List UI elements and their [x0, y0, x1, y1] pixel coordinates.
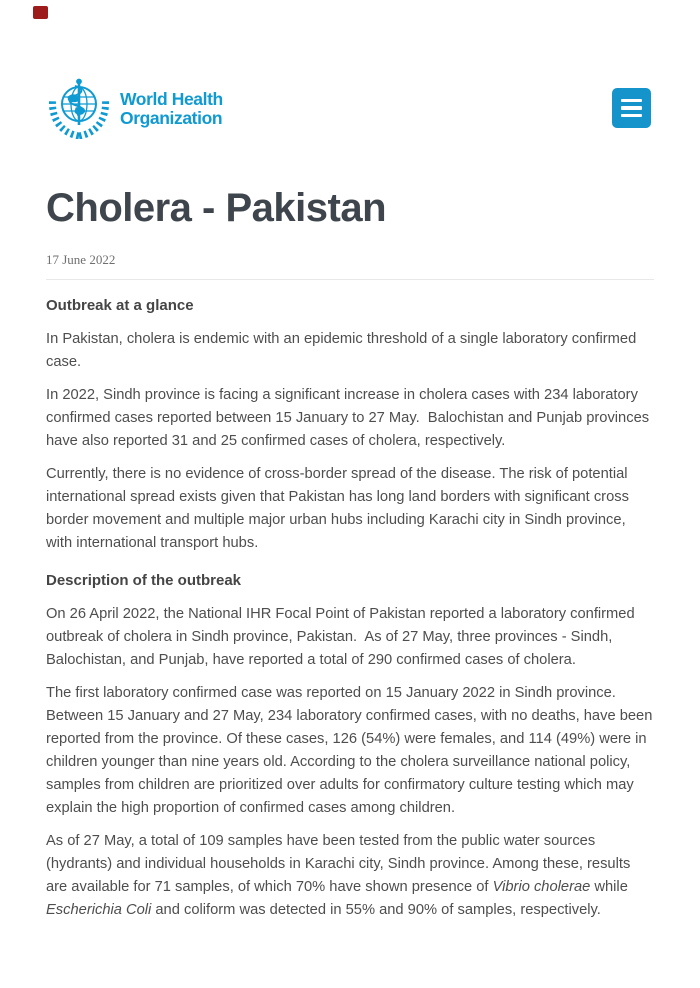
italic-text-run: Vibrio cholerae — [492, 878, 591, 895]
article-date: 17 June 2022 — [46, 251, 116, 267]
text-run: On 26 April 2022, the National IHR Focal Point of Pakistan reported a laboratory confirmed outbreak of cholera in Sindh province, Pakistan. As of 27 May, three provinces - Sindh, Balochistan, and Punjab, have reported a total of 290 confirmed cases of cholera. — [46, 605, 635, 668]
text-run: while — [590, 878, 628, 895]
who-emblem-icon — [46, 77, 112, 139]
italic-text-run: Escherichia Coli — [46, 901, 152, 918]
text-run: and coliform was detected in 55% and 90% of samples, respectively. — [151, 901, 601, 918]
article-body — [46, 296, 654, 922]
who-logo-line1: World Health — [120, 89, 223, 109]
text-run: The first laboratory confirmed case was reported on 15 January 2022 in Sindh province. Between 15 January and 27 May, 234 laboratory confirmed cases, with no deaths, have been reported from the province. Of these cases, 126 (54%) were females, and 114 (49%) were in children younger than nine years old. According to the cholera surveillance national policy, samples from children are prioritized over adults for confirmatory culture testing which may explain the high proportion of confirmed cases among children. — [46, 684, 653, 816]
paragraph — [46, 830, 654, 922]
paragraph — [46, 384, 654, 453]
divider — [46, 279, 654, 280]
who-logo-text — [120, 90, 223, 127]
text-run: In 2022, Sindh province is facing a significant increase in cholera cases with 234 laboratory confirmed cases reported between 15 January to 27 May. Balochistan and Punjab provinces have also reported 31 and 25 confirmed cases of cholera, respectively. — [46, 386, 650, 449]
who-logo-line2: Organization — [120, 107, 223, 128]
paragraph — [46, 682, 654, 820]
paragraph — [46, 328, 654, 374]
screen-record-marker — [33, 6, 48, 19]
section-heading: Outbreak at a glance — [46, 296, 194, 314]
page-title: Cholera - Pakistan — [46, 186, 387, 230]
article — [0, 186, 700, 922]
menu-button[interactable] — [612, 88, 651, 128]
paragraph — [46, 463, 654, 555]
text-run: In Pakistan, cholera is endemic with an epidemic threshold of a single laboratory confirmed case. — [46, 330, 637, 370]
section-heading: Description of the outbreak — [46, 571, 242, 589]
paragraph — [46, 603, 654, 672]
text-run: As of 27 May, a total of 109 samples have been tested from the public water sources (hydrants) and individual households in Karachi city, Sindh province. Among these, results are available for 71 samples, of which 70% have shown presence of — [46, 832, 631, 895]
text-run: Currently, there is no evidence of cross-border spread of the disease. The risk of potential international spread exists given that Pakistan has long land borders with significant cross border movement and multiple major urban hubs including Karachi city in Sindh province, with international transport hubs. — [46, 465, 629, 551]
site-header — [0, 0, 700, 139]
who-logo-link[interactable] — [46, 77, 223, 139]
